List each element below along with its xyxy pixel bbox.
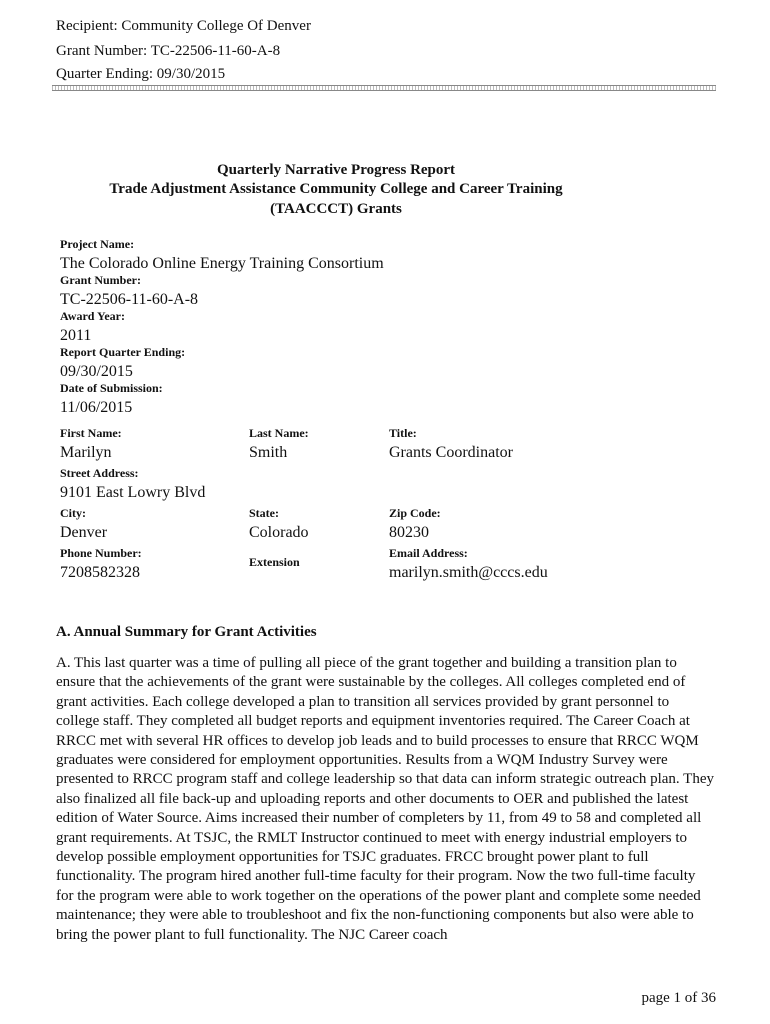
city-label: City: [60,506,86,520]
first-name-label: First Name: [60,426,122,440]
project-name-value: The Colorado Online Energy Training Consortium [60,255,384,272]
email-address-value: marilyn.smith@cccs.edu [389,564,548,581]
submission-date-value: 11/06/2015 [60,399,133,416]
award-year-label: Award Year: [60,309,125,323]
header-recipient: Recipient: Community College Of Denver [56,18,311,34]
header-quarter-ending: Quarter Ending: 09/30/2015 [56,66,226,82]
last-name-label: Last Name: [249,426,309,440]
award-year-value: 2011 [60,327,92,344]
title-label: Title: [389,426,417,440]
report-title-line3: (TAACCCT) Grants [270,201,402,217]
street-address-value: 9101 East Lowry Blvd [60,484,206,501]
title-value: Grants Coordinator [389,444,513,461]
section-a-body: A. This last quarter was a time of pulling all piece of the grant together and building a transition plan to ensure that the achievements of the grant were sustainable by the colleges. All colleges completed end of grant activities. Each college developed a plan to transition all services provided by grant personnel to college staff. They completed all budget reports and equipment inventories required. The Career Coach at RRCC met with several HR offices to develop job leads and to build processes to ensure that RRCC WQM graduates were considered for employment opportunities. Results from a WQM Industry Survey were presented to RRCC program staff and college leadership so that data can inform strategic outreach plan. They also finalized all file back-up and uploading reports and other documents to OER and published the latest edition of Water Source. Aims increased their number of completers by 11, from 49 to 58 and completed all grant requirements. At TSJC, the RMLT Instructor continued to meet with energy industrial employers to develop possible employment opportunities for TSJC graduates. FRCC brought power plant to full functionality. The program hired another full-time faculty for their program. Now the two full-time faculty for the program were able to work together on the operations of the power plant and complete some needed maintenance; they were able to troubleshoot and fix the non-functioning components but also were able to bring the power plant to full functionality. The NJC Career coach [56,655,714,943]
first-name-value: Marilyn [60,444,112,461]
extension-label: Extension [249,555,300,569]
submission-date-label: Date of Submission: [60,381,163,395]
header-grant-number: Grant Number: TC-22506-11-60-A-8 [56,43,281,59]
zip-code-label: Zip Code: [389,506,441,520]
report-title-line1: Quarterly Narrative Progress Report [216,162,456,178]
header-divider [52,85,716,91]
report-title-line2: Trade Adjustment Assistance Community College and Career Training [109,181,563,197]
street-address-label: Street Address: [60,466,139,480]
state-label: State: [249,506,279,520]
section-a-heading: A. Annual Summary for Grant Activities [56,624,317,640]
email-address-label: Email Address: [389,546,468,560]
phone-number-label: Phone Number: [60,546,142,560]
project-name-label: Project Name: [60,237,135,251]
report-quarter-value: 09/30/2015 [60,363,133,380]
page-number: page 1 of 36 [641,990,716,1006]
state-value: Colorado [249,524,309,541]
zip-code-value: 80230 [389,524,429,541]
report-quarter-label: Report Quarter Ending: [60,345,186,359]
last-name-value: Smith [249,444,288,461]
city-value: Denver [60,524,108,541]
grant-number-value: TC-22506-11-60-A-8 [60,291,199,308]
grant-number-label: Grant Number: [60,273,141,287]
phone-number-value: 7208582328 [60,564,140,581]
